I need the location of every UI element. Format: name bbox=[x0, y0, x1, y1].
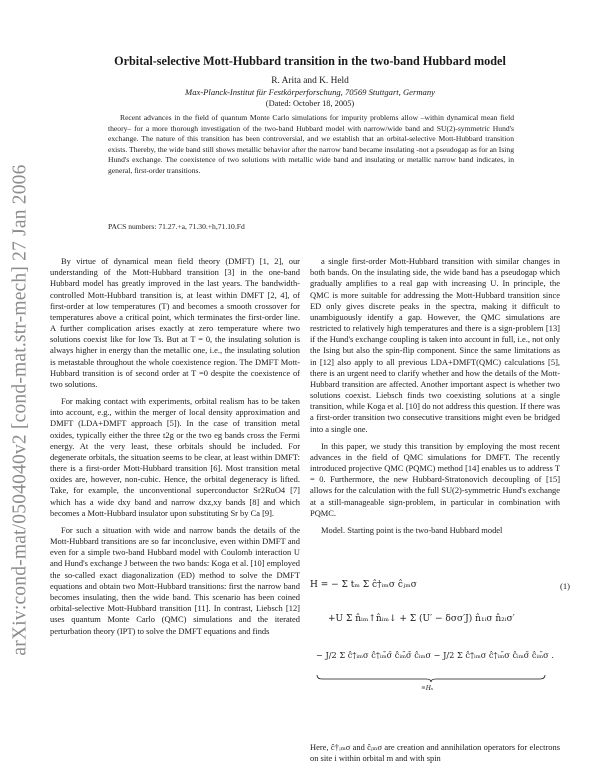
paragraph: a single first-order Mott-Hubbard transition with similar changes in both bands. On the insulating side, the wide band has a pseudogap which gradually amplifies to a real gap with increasing U. In principle, the QMC is more suitable for addressing the Mott-Hubbard transition since ED only gives discrete peaks in the spectra, making it difficult to unambiguously identify a gap. However, the QMC simulations are restricted to relatively high temperatures and there is a sign-problem [13] if the Hund's exchange coupling is taken into account in full, i.e., not only the Ising but also the spin-flip component. Since the same limitations as in [12] also apply to all previous LDA+DMFT(QMC) calculations [5], there is an urgent need to clarify whether and how the details of the Mott-Hubbard transition are affected. Another important aspect is whether two solutions coexist. Liebsch finds two coexisting solutions at a single transition, while Koga et al. [10] do not address this question. If there was a first-order transition two consecutive transitions might even be bridged into a single one. bbox=[310, 256, 560, 434]
paragraph: By virtue of dynamical mean field theory (DMFT) [1, 2], our understanding of the Mott-Hubbard transition [3] in the one-band Hubbard model has greatly improved in the last years. The bandwidth-controlled Mott-Hubbard transition is, at least within DMFT [2, 4], of first-order at low temperatures (T) and becomes a smooth crossover for temperatures above a critical point, which terminates the first-order line. A further complication arises exactly at zero temperature where two solutions coexist like for low Ts. But at T = 0, the insulating solution is always higher in energy than the metallic one, i.e., the insulating solution is metastable throughout the whole coexistence region. The DMFT Mott-Hubbard transition is of second order at T =0 despite the coexistence of two solutions. bbox=[50, 256, 300, 389]
paper-title: Orbital-selective Mott-Hubbard transition in the two-band Hubbard model bbox=[114, 54, 506, 68]
paragraph: Model. Starting point is the two-band Hubbard model bbox=[321, 524, 503, 535]
affiliation: Max-Planck-Institut für Festkörperforschung, 70569 Stuttgart, Germany bbox=[185, 87, 435, 97]
pacs-numbers: PACS numbers: 71.27.+a, 71.30.+h,71.10.Fd bbox=[108, 222, 245, 231]
equation-line-3: − J/2 Σ ĉ†ᵢₘσ ĉ†ᵢₘ̄σ̄ ĉᵢₘ̄σ̄ ĉᵢₘσ − J/2 Σ ĉ†ᵢₘσ ĉ†ᵢₘ̄σ ĉᵢₘσ̄ ĉᵢₘ̄σ . bbox=[316, 650, 554, 660]
abstract: Recent advances in the field of quantum Monte Carlo simulations for impurity problems allow –within dynamical mean field theory– for a more thorough investigation of the two-band Hubbard model with narrow/wide band and SU(2)-symmetric Hund's exchange. The nature of this transition has been controversial, and we establish that an orbital-selective Mott-Hubbard transition exists. Thereby, the wide band still shows metallic behavior after the narrow band became insulating -not a pseudogap as for an Ising Hund's exchange. The coexistence of two solutions with metallic wide band and insulating or metallic narrow band indicates, in general, first-order transitions. bbox=[108, 113, 514, 175]
authors: R. Arita and K. Held bbox=[271, 76, 349, 86]
hs-label: ≡Hₛ bbox=[421, 684, 434, 692]
equation-line-2: +U Σ n̂ᵢₘ↑n̂ᵢₘ↓ + Σ (U′ − δσσ′J) n̂₁ᵢσ n̂₂ᵢσ′ bbox=[328, 614, 515, 624]
equation-number: (1) bbox=[559, 581, 570, 591]
paragraph: In this paper, we study this transition by employing the most recent advances in the field of QMC simulations for DMFT. The recently introduced projective QMC (PQMC) method [14] enables us to address T = 0. Furthermore, the new Hubbard-Stratonovich decoupling of [15] allows for the calculation with the full SU(2)-symmetric Hund's exchange at a still-manageable sign-problem, in particular in combination with PQMC. bbox=[310, 440, 560, 518]
hamiltonian-equation bbox=[310, 574, 572, 714]
date-line: (Dated: October 18, 2005) bbox=[265, 99, 355, 108]
paragraph: For such a situation with wide and narrow bands the details of the Mott-Hubbard transitions are so far inconclusive, even within DMFT and even for a simple two-band Hubbard model with Coulomb interaction U and Hund's exchange J between the two bands: Koga et al. [10] employed the so-called exact diagonalization (ED) method to solve the DMFT equations and obtain two Mott-Hubbard transitions: first the narrow band becomes insulating, then the wide band. This scenario has been coined orbital-selective Mott-Hubbard transition [11]. In contrast, Liebsch [12] uses quantum Monte Carlo (QMC) simulations and the iterated perturbation theory (IPT) to solve the DMFT equations and finds bbox=[50, 524, 300, 636]
right-column bbox=[310, 256, 560, 536]
arxiv-stamp: arXiv:cond-mat/0504040v2 [cond-mat.str-mech] 27 Jan 2006 bbox=[10, 164, 31, 656]
underbrace bbox=[316, 674, 546, 682]
right-column-tail: Here, ĉ†ᵢₘσ and ĉᵢₘσ are creation and annihilation operators for electrons on site i within orbital m and with spin bbox=[310, 742, 560, 764]
left-column bbox=[50, 256, 300, 637]
paragraph: For making contact with experiments, orbital realism has to be taken into account, e.g., within the merger of local density approximation and DMFT (LDA+DMFT approach [5]). In the case of transition metal oxides, typically either the three t2g or the two eg bands cross the Fermi energy. At the very least, these orbitals should be included. For degenerate orbitals, the situation seems to be clear, at least within DMFT: there is a first-order Mott-Hubbard transition [6]. Most transition metal oxides are, however, non-cubic. Hence, the orbital degeneracy is lifted. Take, for example, the unconventional superconductor Sr2RuO4 [7] which has a wide dxy band and narrow dxz,xy bands [8] and which becomes a Mott-Hubbard insulator upon substituting Sr by Ca [9]. bbox=[50, 396, 300, 518]
equation-line-1: H = − Σ tₘ Σ ĉ†ᵢₘσ ĉⱼₘσ bbox=[310, 580, 417, 590]
